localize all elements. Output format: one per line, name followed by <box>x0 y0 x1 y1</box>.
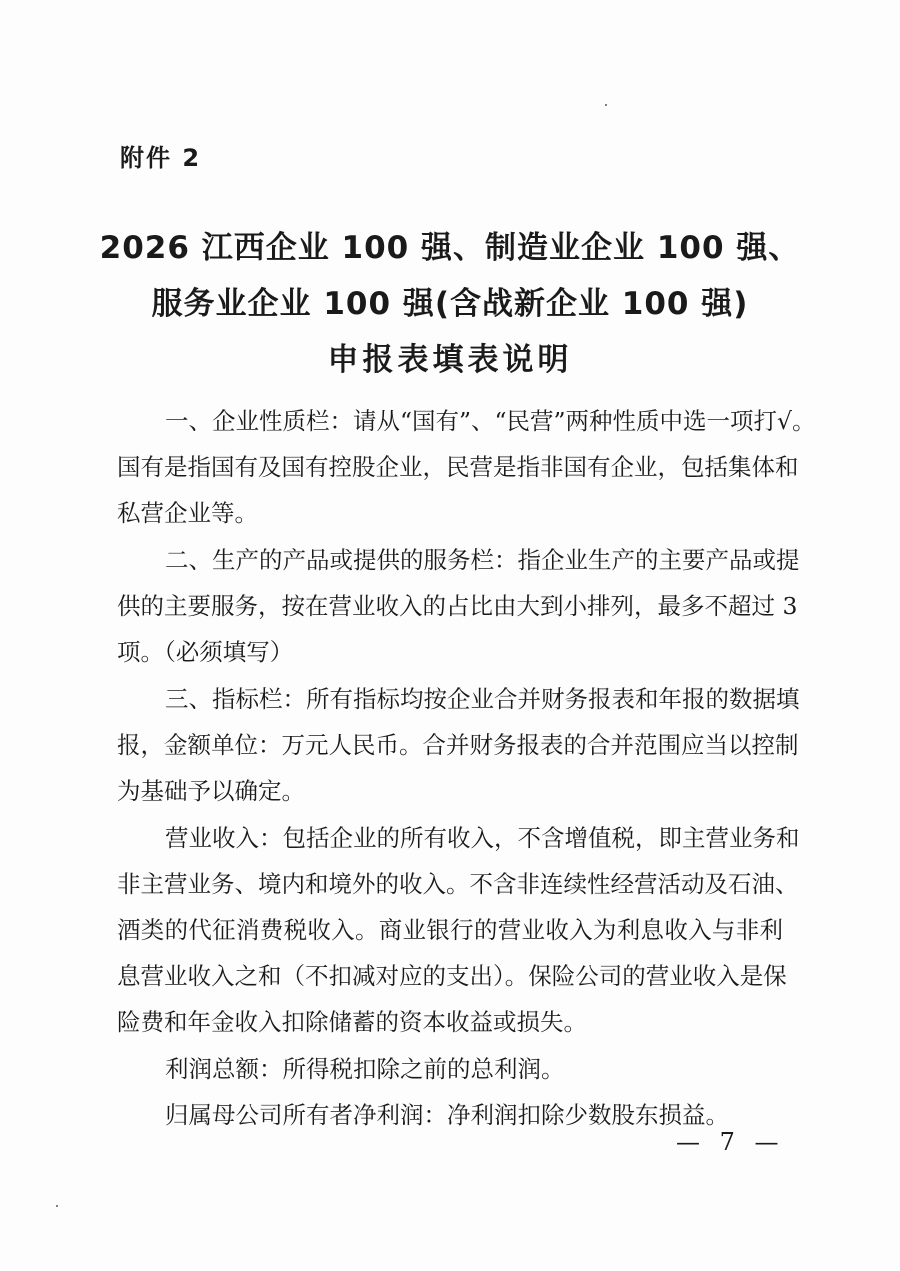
revenue-line-1: 营业收入：包括企业的所有收入，不含增值税，即主营业务和 <box>165 824 800 852</box>
revenue-line-4: 息营业收入之和（不扣减对应的支出）。保险公司的营业收入是保 <box>117 962 787 990</box>
scan-speck <box>605 104 607 106</box>
section-1-line-1: 一、企业性质栏：请从“国有”、“民营”两种性质中选一项打√。 <box>165 407 816 435</box>
section-1-line-2: 国有是指国有及国有控股企业，民营是指非国有企业，包括集体和 <box>117 453 799 481</box>
document-title-line-2: 服务业企业 100 强(含战新企业 100 强) <box>151 286 749 322</box>
section-3-line-2: 报，金额单位：万元人民币。合并财务报表的合并范围应当以控制 <box>117 731 799 759</box>
section-3-line-1: 三、指标栏：所有指标均按企业合并财务报表和年报的数据填 <box>165 685 800 713</box>
revenue-line-5: 险费和年金收入扣除储蓄的资本收益或损失。 <box>117 1008 587 1036</box>
section-2-line-1: 二、生产的产品或提供的服务栏：指企业生产的主要产品或提 <box>165 546 800 574</box>
document-title-line-3: 申报表填表说明 <box>327 342 573 378</box>
section-1-line-3: 私营企业等。 <box>117 499 258 527</box>
section-2-line-2: 供的主要服务，按在营业收入的占比由大到小排列，最多不超过 3 <box>117 592 798 620</box>
section-2-line-3: 项。（必须填写） <box>117 638 294 666</box>
revenue-line-3: 酒类的代征消费税收入。商业银行的营业收入为利息收入与非利 <box>117 916 783 944</box>
attachment-label: 附件 2 <box>120 144 202 172</box>
revenue-line-2: 非主营业务、境内和境外的收入。不含非连续性经营活动及石油、 <box>117 870 799 898</box>
total-profit-line: 利润总额：所得税扣除之前的总利润。 <box>165 1055 565 1083</box>
scan-speck <box>56 1205 58 1207</box>
net-profit-line: 归属母公司所有者净利润：净利润扣除少数股东损益。 <box>165 1101 729 1129</box>
document-title-line-1: 2026 江西企业 100 强、制造业企业 100 强、 <box>99 230 801 266</box>
section-3-line-3: 为基础予以确定。 <box>117 777 305 805</box>
page-number: — 7 — <box>676 1128 785 1156</box>
